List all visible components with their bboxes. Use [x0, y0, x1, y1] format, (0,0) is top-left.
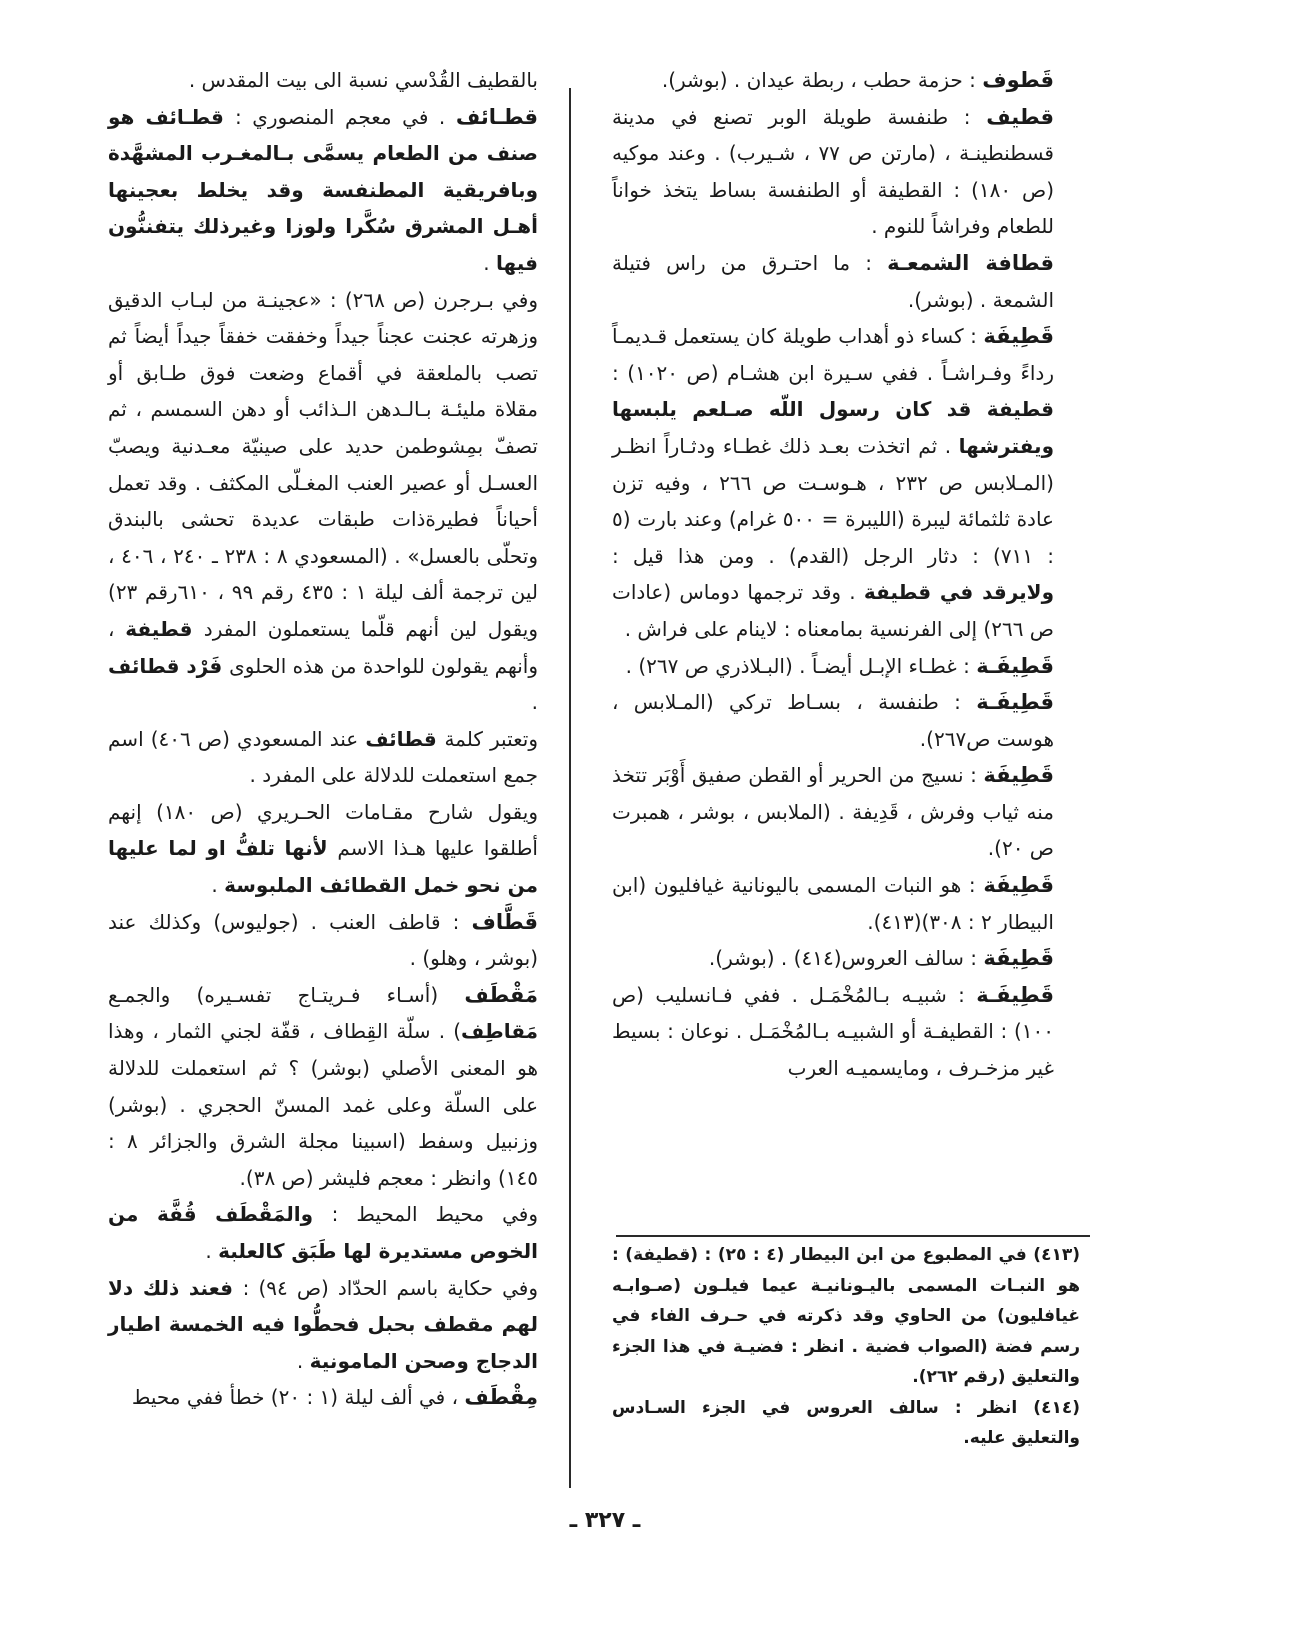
- entry-qataif: قطـائف . في معجم المنصوري : قطـائف هو صنف من الطعام يسمَّى بـالمغـرب المشهَّدة وبافريقية المطنفسة وقد يخلط بعجينها أهـل المشرق سُكَّرا ولوزا وغيرذلك يتفننُّون فيها .: [108, 104, 538, 275]
- entry-berggren-quote: وفي بـرجرن (ص ٢٦٨) : «عجينـة من لبـاب الدقيق وزهرته عجنت عجناً جيداً وخفقت خفقاً جيداً أيضاً ثم تصب بالملعقة في أقماع وضعت فوق طـابق أو مقلاة مليئـة بـالـدهن الـذائب أو دهن السمسم ، ثم تصفّ بمِشوطمن حديد على صينيّة معـدنية ويصبّ العسـل أو عصير العنب المغـلّى المكثف . وقد تعمل أحياناً فطيرةذات طبقات عديدة تحشى بالبندق وتحلّى بالعسل» . (المسعودي ٨ : ٢٣٨ ـ ٢٤٠ ، ٤٠٦ ، لين ترجمة ألف ليلة ١ : ٤٣٥ رقم ٩٩ ، ٦١٠رقم ٢٣) ويقول لين أنهم قلّما يستعملون المفرد قطيفة ، وأنهم يقولون للواحدة من هذه الحلوى فَرْد قطائف .: [108, 287, 539, 715]
- left-column: [108, 62, 538, 1416]
- entry-qatifa-kisa: قَطِيفَة : كساء ذو أهداب طويلة كان يستعمل قـديمـاً رداءً وفـراشـاً . ففي سـيرة ابن هشـام (ص ١٠٢٠) : قطيفة قد كان رسول اللّه صـلعم يلبسها ويفترشها . ثم اتخذت بعـد ذلك غطـاء ودثـاراً انظـر (المـلابس ص ٢٣٢ ، هـوسـت ص ٢٦٦ ، وفيه تزن عادة ثلثمائة ليبرة (الليبرة = ٥٠٠ غرام) وعند بارت (٥ : ٧١١) : دثار الرجل (القدم) . ومن هذا قيل : ولايرقد في قطيفة . وقد ترجمها دوماس (عادات ص ٢٦٦) إلى الفرنسية بمامعناه : لاينام على فراش .: [612, 324, 1055, 641]
- footnote-413: (٤١٣) في المطبوع من ابن البيطار (٤ : ٢٥) : (قطيفة) : هو النبـات المسمى باليـونانيـة عيما فيلـون (صـوابـه غيافليون) من الحاوي وقد ذكرته في حـرف الفاء في رسم فضة (الصواب فضية . انظر : فضيـة في هذا الجزء والتعليق (رقم ٢٦٢).: [612, 1245, 1080, 1387]
- footnote-separator: [616, 1235, 1090, 1237]
- right-column: [612, 62, 1054, 1087]
- entry-maqtaf: مَقْطَف (أسـاء فـريتـاج تفسـيره) والجمـع مَقاطِف) . سلّة القِطاف ، قفّة لجني الثمار ، وهذا هو المعنى الأصلي (بوشر) ؟ ثم استعملت للدلالة على السلّة وعلى غمد المسنّ الحجري . (بوشر) وزنبيل وسفط (اسبينا مجلة الشرق والجزائر ٨ : ١٤٥) وانظر : معجم فليشر (ص ٣٨).: [108, 982, 538, 1190]
- entry-muhit: وفي محيط المحيط : والمَقْطَف قُفَّة من الخوص مستديرة لها طَبَق كالعلبة .: [108, 1202, 538, 1263]
- entry-qattaf: قَطَّاف : قاطف العنب . (جوليوس) وكذلك عند (بوشر ، وهلو) .: [108, 909, 538, 971]
- entry-qutafat-alsham: قطافة الشمعـة : ما احتـرق من راس فتيلة الشمعة . (بوشر).: [612, 250, 1054, 312]
- entry-qatifa-nabat: قَطِيفَة : هو النبات المسمى باليونانية غيافليون (ابن البيطار ٢ : ٣٠٨)(٤١٣).: [612, 873, 1054, 934]
- column-divider: [569, 88, 571, 1488]
- footnotes: [612, 1240, 1080, 1454]
- entry-qatifa-salif: قَطِيفَة : سالف العروس(٤١٤) . (بوشر).: [708, 946, 1054, 971]
- footnote-414: (٤١٤) انظر : سالف العروس في الجزء السـادس والتعليق عليه.: [612, 1397, 1080, 1448]
- entry-masudi: وتعتبر كلمة قطائف عند المسعودي (ص ٤٠٦) اسم جمع استعملت للدلالة على المفرد .: [108, 726, 538, 788]
- entry-qatif: قطيف : طنفسة طويلة الوبر تصنع في مدينة قسطنطينـة ، (مارتن ص ٧٧ ، شـيرب) . وعند موكيه (ص ١٨٠) : القطيفة أو الطنفسة بساط يتخذ خواناً للطعام وفراشاً للنوم .: [612, 104, 1055, 239]
- entry-qatifa-ghita: قَطِيفَـة : غطـاء الإبـل أيضـاً . (البـلاذري ص ٢٦٧) .: [625, 653, 1054, 678]
- entry-qatuf: قَطوف : حزمة حطب ، ربطة عيدان . (بوشر).: [661, 68, 1054, 92]
- entry-hariri: ويقول شارح مقـامات الحـريري (ص ١٨٠) إنهم أطلقوا عليها هـذا الاسم لأنها تلفُّ او لما عليها من نحو خمل القطائف الملبوسة .: [108, 799, 538, 898]
- entry-continuation: بالقطيف القُدْسي نسبة الى بيت المقدس .: [188, 68, 538, 92]
- entry-qatifa-nasij: قَطِيفَة : نسيج من الحرير أو القطن صفيق أَوْبَر تتخذ منه ثياب وفرش ، قَدِيفة . (الملابس ، بوشر ، همبرت ص ٢٠).: [612, 763, 1054, 861]
- page-number: ـ ٣٢٧ ـ: [569, 1508, 641, 1533]
- entry-qatifa-mukhmal: قَطِيفَـة : شبيـه بـالمُخْمَـل . ففي فـانسليب (ص ١٠٠) : القطيفـة أو الشبيـه بـالمُخْمَـل . نوعان : بسيط غير مزخـرف ، ومايسميـه العرب: [612, 982, 1054, 1081]
- entry-haddad: وفي حكاية باسم الحدّاد (ص ٩٤) : فعند ذلك دلا لهم مقطف بحبل فحطُّوا فيه الخمسة اطيار الدجاج وصحن المامونية .: [108, 1275, 538, 1373]
- entry-miqtaf: مِقْطَف ، في ألف ليلة (١ : ٢٠) خطأ ففي محيط: [131, 1385, 538, 1410]
- entry-qatifa-tunfusa: قَطِيفَـة : طنفسة ، بسـاط تركي (المـلابس ، هوست ص٢٦٧).: [612, 690, 1054, 751]
